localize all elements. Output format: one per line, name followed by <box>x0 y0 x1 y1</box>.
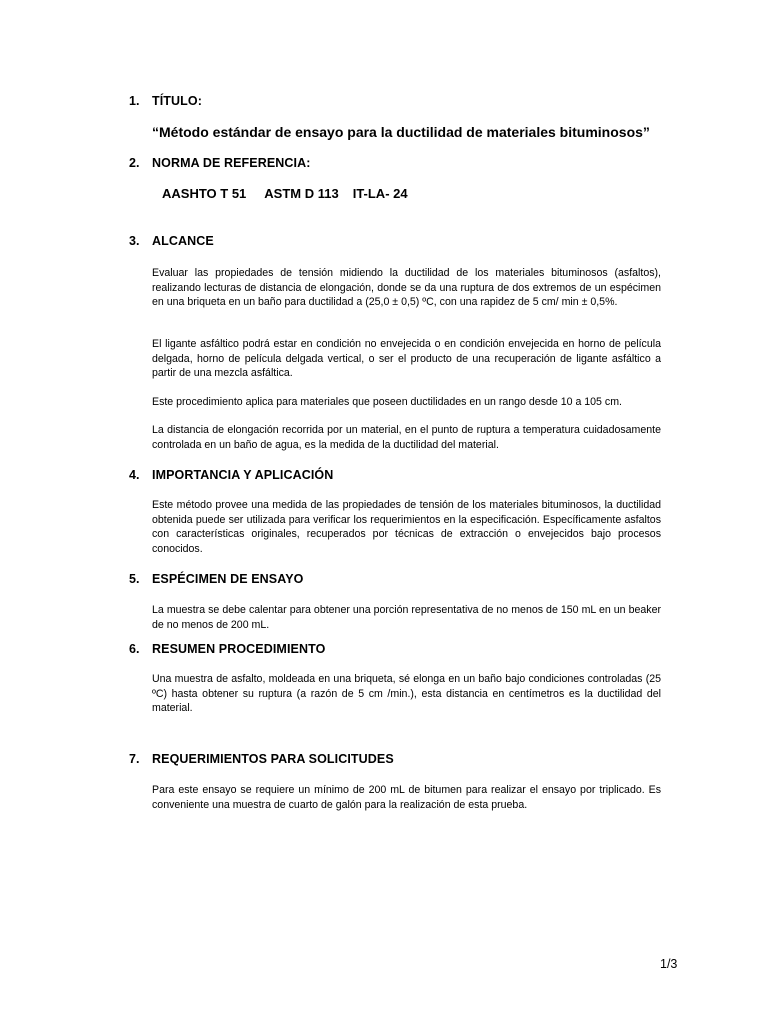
section-heading-resumen <box>129 642 325 656</box>
section-heading-norma <box>129 156 310 170</box>
section-heading-alcance <box>129 234 214 248</box>
section-title: ESPÉCIMEN DE ENSAYO <box>152 572 304 586</box>
norm-it-la: IT-LA- 24 <box>352 186 408 201</box>
document-title: “Método estándar de ensayo para la ductilidad de materiales bituminosos” <box>152 124 650 140</box>
section-heading-importancia <box>129 468 333 482</box>
alcance-paragraph-4: La distancia de elongación recorrida por un material, en el punto de ruptura a temperatura cuidadosamente controlada en un baño de agua, es la medida de la ductilidad del material. <box>152 424 661 451</box>
section-number: 3. <box>129 234 140 248</box>
importancia-paragraph: Este método provee una medida de las propiedades de tensión de los materiales bituminosos, la ductilidad obtenida puede ser utilizada para verificar los requerimientos en la especificación. Específicamente asfaltos con características originales, recuperados por técnicas de extracción o envejecidos bajo procesos conocidos. <box>152 499 661 555</box>
requerimientos-paragraph: Para este ensayo se requiere un mínimo de 200 mL de bitumen para realizar el ensayo por triplicado. Es conveniente una muestra de cuarto de galón para la realización de esta prueba. <box>152 784 661 811</box>
resumen-paragraph: Una muestra de asfalto, moldeada en una briqueta, sé elonga en un baño bajo condiciones controladas (25 ºC) hasta obtener su ruptura (a razón de 5 cm /min.), esta distancia en centímetros es la ductilidad del material. <box>152 673 661 715</box>
section-title: RESUMEN PROCEDIMIENTO <box>152 642 326 656</box>
section-number: 1. <box>129 94 140 108</box>
section-title: NORMA DE REFERENCIA: <box>152 156 311 170</box>
section-number: 5. <box>129 572 140 586</box>
section-title: TÍTULO: <box>152 94 202 108</box>
section-title: REQUERIMIENTOS PARA SOLICITUDES <box>152 752 394 766</box>
alcance-paragraph-2: El ligante asfáltico podrá estar en condición no envejecida o en condición envejecida en horno de película delgada, horno de película delgada vertical, o ser el producto de una recuperación de ligante asfáltico a partir de una mezcla asfáltica. <box>152 338 661 380</box>
section-title: IMPORTANCIA Y APLICACIÓN <box>152 468 334 482</box>
alcance-paragraph-1: Evaluar las propiedades de tensión midiendo la ductilidad de los materiales bituminosos (asfaltos), realizando lecturas de distancia de elongación, donde se da una ruptura de dos extremos de un espécimen en una briqueta en un baño para ductilidad a (25,0 ± 0,5) ºC, con una rapidez de 5 cm/ min ± 0,5%. <box>152 267 661 309</box>
norm-astm: ASTM D 113 <box>264 186 339 201</box>
especimen-paragraph: La muestra se debe calentar para obtener una porción representativa de no menos de 150 mL en un beaker de no menos de 200 mL. <box>152 604 661 631</box>
section-heading-requerimientos <box>129 752 394 766</box>
section-number: 7. <box>129 752 140 766</box>
section-number: 2. <box>129 156 140 170</box>
norm-aashto: AASHTO T 51 <box>162 186 247 201</box>
alcance-paragraph-3: Este procedimiento aplica para materiales que poseen ductilidades en un rango desde 10 a 105 cm. <box>152 396 622 408</box>
reference-norms <box>162 186 408 201</box>
section-number: 6. <box>129 642 140 656</box>
section-heading-titulo <box>129 94 202 108</box>
section-heading-especimen <box>129 572 303 586</box>
page-number: 1/3 <box>660 957 678 971</box>
section-title: ALCANCE <box>152 234 214 248</box>
section-number: 4. <box>129 468 140 482</box>
